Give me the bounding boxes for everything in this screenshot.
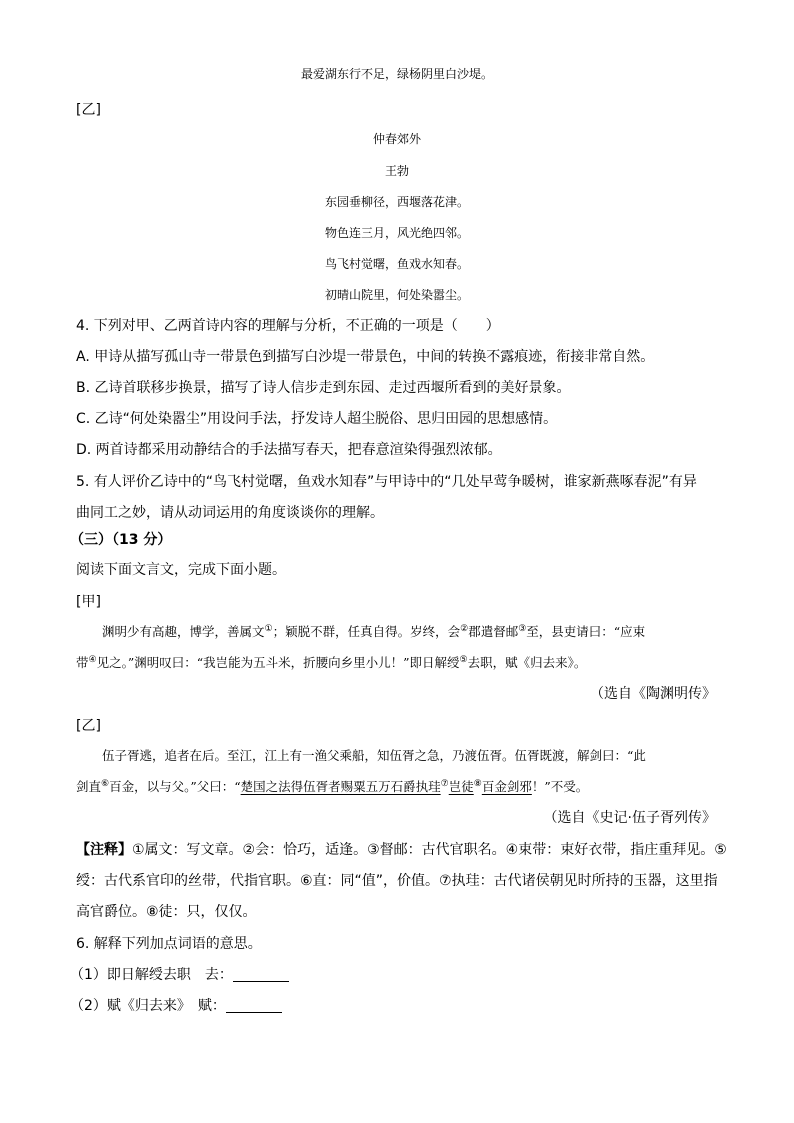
passage-a-text: 至，县吏请曰：“应束 <box>526 624 646 639</box>
question-6-item-1 <box>70 965 289 985</box>
note-ref: ⑤ <box>459 654 468 665</box>
note-ref: ⑥ <box>101 778 110 789</box>
note-ref: ⑦ <box>440 778 449 789</box>
passage-a-text: 见之。”渊明叹曰：“我岂能为五斗米，折腰向乡里小儿！”即日解绶 <box>96 655 460 670</box>
question-6-item-2 <box>70 996 282 1016</box>
passage-b-line-2 <box>76 777 588 797</box>
underlined-sentence: 百金剑邪 <box>481 779 532 794</box>
note-ref: ③ <box>518 623 527 634</box>
passage-a-text: 渊明少有高趣，博学，善属文 <box>102 624 265 639</box>
underlined-sentence: 岂徒 <box>448 779 474 794</box>
section-3-instruction: 阅读下面文言文，完成下面小题。 <box>76 562 286 578</box>
poem-b-line: 初晴山院里，何处染嚣尘。 <box>324 288 469 302</box>
question-6-stem: 6. 解释下列加点词语的意思。 <box>76 936 262 952</box>
poem-b-author: 王勃 <box>384 164 409 178</box>
question-4-option-b: B. 乙诗首联移步换景，描写了诗人信步走到东园、走过西堰所看到的美好景象。 <box>76 380 571 396</box>
note-ref: ② <box>460 623 469 634</box>
underlined-sentence: 楚国之法得伍胥者赐粟五万石爵执珪 <box>240 779 441 794</box>
passage-a-line-2 <box>76 653 586 673</box>
question-4-stem: 4. 下列对甲、乙两首诗内容的理解与分析，不正确的一项是（ ） <box>76 318 500 334</box>
passage-b-text: 百金，以与父。”父曰：“ <box>109 779 241 794</box>
passage-b-marker: [乙] <box>76 718 101 734</box>
answer-blank[interactable] <box>226 998 282 1013</box>
passage-a-text: 郡遣督邮 <box>468 624 519 639</box>
notes-label: 【注释】 <box>76 842 132 858</box>
passage-b-text: 剑直 <box>76 779 102 794</box>
passage-b-source: （选自《史记·伍子胥列传》 <box>543 810 716 826</box>
note-ref: ① <box>264 623 273 634</box>
passage-a-marker: [甲] <box>76 594 101 610</box>
question-4-option-a: A. 甲诗从描写孤山寺一带景色到描写白沙堤一带景色，中间的转换不露痕迹，衔接非常自然。 <box>76 349 655 365</box>
question-6-item-text: （2）赋《归去来》 赋： <box>70 998 226 1014</box>
note-ref: ⑧ <box>473 778 482 789</box>
passage-b-line-1: 伍子胥逃，追者在后。至江，江上有一渔父乘船，知伍胥之急，乃渡伍胥。伍胥既渡，解剑曰：“此 <box>102 748 646 763</box>
poem-b-line: 东园垂柳径，西堰落花津。 <box>324 195 469 209</box>
passage-b-text: ！”不受。 <box>531 779 589 794</box>
poem-b-line: 鸟飞村觉曙，鱼戏水知春。 <box>324 257 469 271</box>
passage-a-text: 去职，赋《归去来》。 <box>467 655 587 670</box>
note-ref: ④ <box>88 654 97 665</box>
question-5-line-2: 曲同工之妙，请从动词运用的角度谈谈你的理解。 <box>76 505 384 521</box>
notes-text: ①属文：写文章。②会：恰巧，适逢。③督邮：古代官职名。④束带：束好衣带，指庄重拜见。⑤ <box>132 842 727 858</box>
passage-a-text: ；颖脱不群，任真自得。岁终，会 <box>272 624 461 639</box>
poem-a-last-line: 最爱湖东行不足，绿杨阴里白沙堤。 <box>300 67 493 81</box>
question-6-item-text: （1）即日解绶去职 去： <box>70 967 233 983</box>
poem-b-marker: [乙] <box>76 102 101 118</box>
passage-a-line-1 <box>102 622 645 642</box>
question-4-option-c: C. 乙诗“何处染嚣尘”用设问手法，抒发诗人超尘脱俗、思归田园的思想感情。 <box>76 411 558 427</box>
passage-a-text: 带 <box>76 655 89 670</box>
notes-line-3: 高官爵位。⑧徒：只，仅仅。 <box>76 904 257 920</box>
notes-line-1 <box>76 840 727 860</box>
poem-b-title: 仲春郊外 <box>372 132 421 146</box>
notes-line-2: 绶：古代系官印的丝带，代指官职。⑥直：同“值”，价值。⑦执珪：古代诸侯朝见时所持的玉器，这里指 <box>76 873 718 889</box>
section-3-heading: （三）（13 分） <box>70 532 172 548</box>
answer-blank[interactable] <box>233 967 289 982</box>
question-4-option-d: D. 两首诗都采用动静结合的手法描写春天，把春意渲染得强烈浓郁。 <box>76 442 502 458</box>
poem-b-line: 物色连三月，风光绝四邻。 <box>324 226 469 240</box>
question-5-line-1: 5. 有人评价乙诗中的“鸟飞村觉曙，鱼戏水知春”与甲诗中的“几处早莺争暖树，谁家新燕啄春泥”有异 <box>76 474 697 490</box>
passage-a-source: （选自《陶渊明传》 <box>590 686 716 702</box>
